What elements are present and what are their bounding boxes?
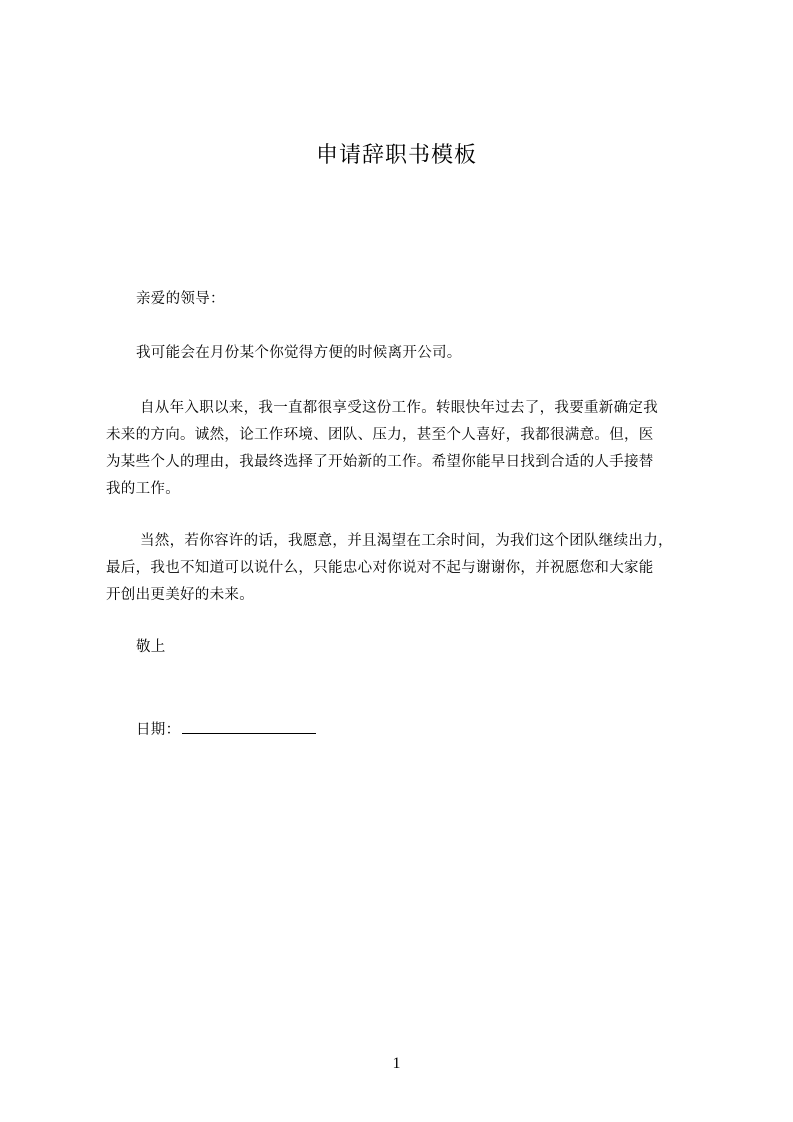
paragraph-1-line-4: 我的工作。	[106, 481, 180, 497]
intro-paragraph: 我可能会在月份某个你觉得方便的时候离开公司。	[136, 345, 462, 361]
page-number: 1	[392, 1055, 401, 1072]
closing: 敬上	[136, 639, 166, 655]
date-label: 日期：	[136, 722, 181, 738]
paragraph-1-line-2: 未来的方向。诚然，论工作环境、团队、压力，甚至个人喜好，我都很满意。但，医	[106, 427, 654, 443]
date-blank-field	[182, 718, 316, 734]
document-title: 申请辞职书模板	[315, 143, 477, 168]
paragraph-2-line-3: 开创出更美好的未来。	[106, 587, 254, 603]
paragraph-1-line-3: 为某些个人的理由，我最终选择了开始新的工作。希望你能早日找到合适的人手接替	[106, 454, 654, 470]
paragraph-1-line-1: 自从年入职以来，我一直都很享受这份工作。转眼快年过去了，我要重新确定我	[140, 400, 658, 416]
salutation: 亲爱的领导：	[136, 291, 225, 307]
paragraph-2-line-1: 当然，若你容许的话，我愿意，并且渴望在工余时间，为我们这个团队继续出力，	[140, 533, 673, 549]
paragraph-2-line-2: 最后，我也不知道可以说什么，只能忠心对你说对不起与谢谢你，并祝愿您和大家能	[106, 560, 654, 576]
date-line	[136, 718, 316, 741]
